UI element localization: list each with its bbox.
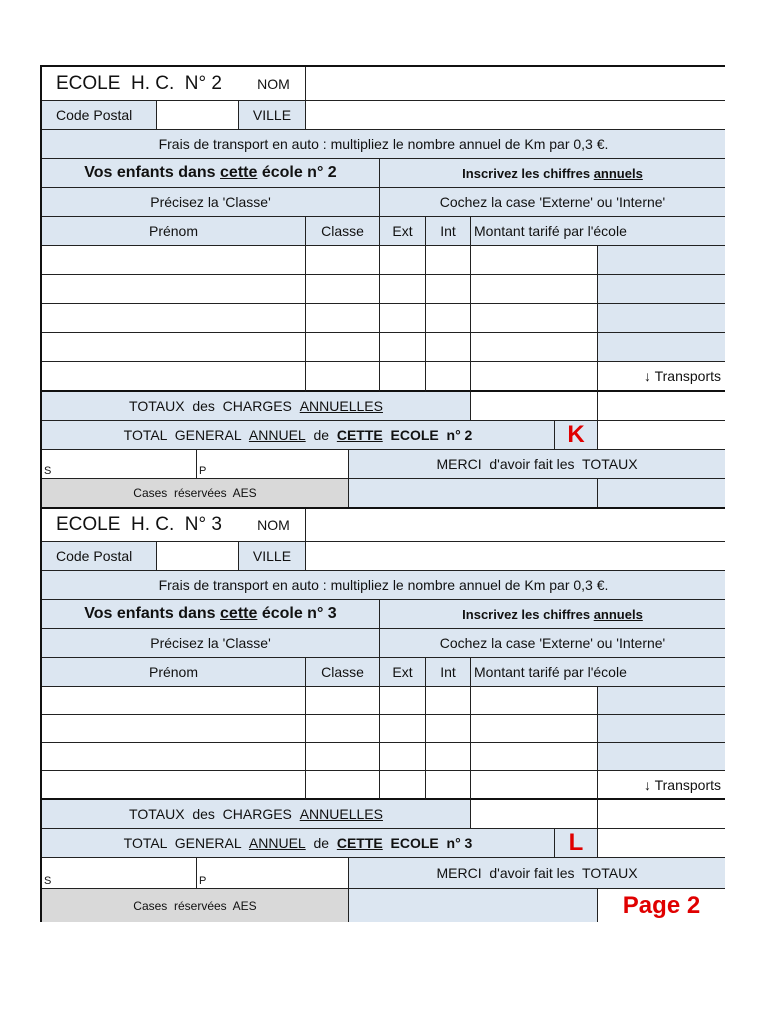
ville-label: VILLE — [239, 101, 306, 130]
col-prenom: Prénom — [42, 217, 306, 246]
prenom-input-3[interactable] — [42, 743, 306, 771]
classe-input-1[interactable] — [306, 687, 380, 715]
p-field[interactable]: P — [197, 450, 349, 479]
montant-extra-1[interactable] — [598, 246, 725, 275]
nom-field[interactable] — [306, 509, 725, 542]
total-general-label: TOTAL GENERAL ANNUEL de CETTE ECOLE n° 3 — [42, 829, 554, 858]
cases-reservees: Cases réservées AES — [42, 479, 349, 507]
montant-extra-3[interactable] — [598, 743, 725, 771]
prenom-input-5[interactable] — [42, 362, 306, 392]
school-section-2 — [40, 65, 725, 507]
frais-text: Frais de transport en auto : multipliez le nombre annuel de Km par 0,3 €. — [42, 130, 725, 159]
classe-input-5[interactable] — [306, 362, 380, 392]
cochez-case: Cochez la case 'Externe' ou 'Interne' — [380, 629, 725, 658]
int-checkbox-1[interactable] — [426, 246, 471, 275]
ext-checkbox-3[interactable] — [380, 743, 426, 771]
s-field[interactable]: S — [42, 858, 197, 889]
code-postal-field[interactable] — [157, 101, 239, 130]
cases-reservees: Cases réservées AES — [42, 889, 349, 922]
ext-checkbox-2[interactable] — [380, 275, 426, 304]
montant-input-2[interactable] — [471, 715, 598, 743]
col-int: Int — [426, 658, 471, 687]
col-montant: Montant tarifé par l'école — [471, 217, 725, 246]
prenom-input-2[interactable] — [42, 275, 306, 304]
prenom-input-2[interactable] — [42, 715, 306, 743]
montant-input-4[interactable] — [471, 771, 598, 800]
montant-input-2[interactable] — [471, 275, 598, 304]
totaux-montant[interactable] — [471, 800, 598, 829]
form — [40, 65, 725, 922]
totaux-transports[interactable] — [598, 392, 725, 421]
enfants-heading: Vos enfants dans cette école n° 2 — [42, 159, 380, 188]
total-letter-l: L — [554, 829, 598, 858]
int-checkbox-3[interactable] — [426, 743, 471, 771]
int-checkbox-2[interactable] — [426, 275, 471, 304]
int-checkbox-5[interactable] — [426, 362, 471, 392]
enfants-heading: Vos enfants dans cette école n° 3 — [42, 600, 380, 629]
cochez-case: Cochez la case 'Externe' ou 'Interne' — [380, 188, 725, 217]
ext-checkbox-4[interactable] — [380, 333, 426, 362]
ville-field[interactable] — [306, 101, 725, 130]
montant-input-4[interactable] — [471, 333, 598, 362]
school-section-3 — [40, 507, 725, 922]
classe-input-2[interactable] — [306, 715, 380, 743]
ext-checkbox-2[interactable] — [380, 715, 426, 743]
classe-input-3[interactable] — [306, 743, 380, 771]
ext-checkbox-1[interactable] — [380, 687, 426, 715]
nom-field[interactable] — [306, 67, 725, 101]
merci-text: MERCI d'avoir fait les TOTAUX — [349, 858, 725, 889]
totaux-label: TOTAUX des CHARGES ANNUELLES — [42, 800, 471, 829]
s-field[interactable]: S — [42, 450, 197, 479]
total-general-field[interactable] — [598, 421, 725, 450]
prenom-input-4[interactable] — [42, 333, 306, 362]
classe-input-3[interactable] — [306, 304, 380, 333]
prenom-input-1[interactable] — [42, 687, 306, 715]
totaux-transports[interactable] — [598, 800, 725, 829]
montant-extra-1[interactable] — [598, 687, 725, 715]
montant-input-1[interactable] — [471, 246, 598, 275]
col-montant: Montant tarifé par l'école — [471, 658, 725, 687]
nom-label: NOM — [242, 509, 306, 542]
classe-input-2[interactable] — [306, 275, 380, 304]
school-title: ECOLE H. C. N° 2 — [42, 67, 242, 101]
reserved-field-a — [349, 889, 598, 922]
int-checkbox-3[interactable] — [426, 304, 471, 333]
ext-checkbox-5[interactable] — [380, 362, 426, 392]
transports-cell: ↓ Transports — [598, 771, 725, 800]
montant-extra-2[interactable] — [598, 275, 725, 304]
code-postal-label: Code Postal — [42, 101, 157, 130]
school-title: ECOLE H. C. N° 3 — [42, 509, 242, 542]
montant-input-5[interactable] — [471, 362, 598, 392]
totaux-montant[interactable] — [471, 392, 598, 421]
reserved-field-b — [598, 479, 725, 507]
int-checkbox-2[interactable] — [426, 715, 471, 743]
classe-input-1[interactable] — [306, 246, 380, 275]
ext-checkbox-3[interactable] — [380, 304, 426, 333]
montant-extra-4[interactable] — [598, 333, 725, 362]
montant-input-3[interactable] — [471, 304, 598, 333]
classe-input-4[interactable] — [306, 333, 380, 362]
ville-field[interactable] — [306, 542, 725, 571]
code-postal-label: Code Postal — [42, 542, 157, 571]
frais-text: Frais de transport en auto : multipliez le nombre annuel de Km par 0,3 €. — [42, 571, 725, 600]
ext-checkbox-1[interactable] — [380, 246, 426, 275]
total-letter-k: K — [554, 421, 598, 450]
classe-input-4[interactable] — [306, 771, 380, 800]
montant-input-1[interactable] — [471, 687, 598, 715]
montant-input-3[interactable] — [471, 743, 598, 771]
int-checkbox-4[interactable] — [426, 333, 471, 362]
col-classe: Classe — [306, 217, 380, 246]
col-int: Int — [426, 217, 471, 246]
precisez-classe: Précisez la 'Classe' — [42, 188, 380, 217]
ville-label: VILLE — [239, 542, 306, 571]
col-prenom: Prénom — [42, 658, 306, 687]
code-postal-field[interactable] — [157, 542, 239, 571]
p-field[interactable]: P — [197, 858, 349, 889]
prenom-input-4[interactable] — [42, 771, 306, 800]
prenom-input-3[interactable] — [42, 304, 306, 333]
precisez-classe: Précisez la 'Classe' — [42, 629, 380, 658]
col-ext: Ext — [380, 217, 426, 246]
transports-cell: ↓ Transports — [598, 362, 725, 392]
int-checkbox-4[interactable] — [426, 771, 471, 800]
reserved-field-a — [349, 479, 598, 507]
inscrivez-heading: Inscrivez les chiffres annuels — [380, 600, 725, 629]
int-checkbox-1[interactable] — [426, 687, 471, 715]
merci-text: MERCI d'avoir fait les TOTAUX — [349, 450, 725, 479]
montant-extra-3[interactable] — [598, 304, 725, 333]
totaux-label: TOTAUX des CHARGES ANNUELLES — [42, 392, 471, 421]
montant-extra-2[interactable] — [598, 715, 725, 743]
nom-label: NOM — [242, 67, 306, 101]
ext-checkbox-4[interactable] — [380, 771, 426, 800]
page-number: Page 2 — [598, 889, 725, 922]
col-ext: Ext — [380, 658, 426, 687]
inscrivez-heading: Inscrivez les chiffres annuels — [380, 159, 725, 188]
col-classe: Classe — [306, 658, 380, 687]
total-general-label: TOTAL GENERAL ANNUEL de CETTE ECOLE n° 2 — [42, 421, 554, 450]
prenom-input-1[interactable] — [42, 246, 306, 275]
total-general-field[interactable] — [598, 829, 725, 858]
